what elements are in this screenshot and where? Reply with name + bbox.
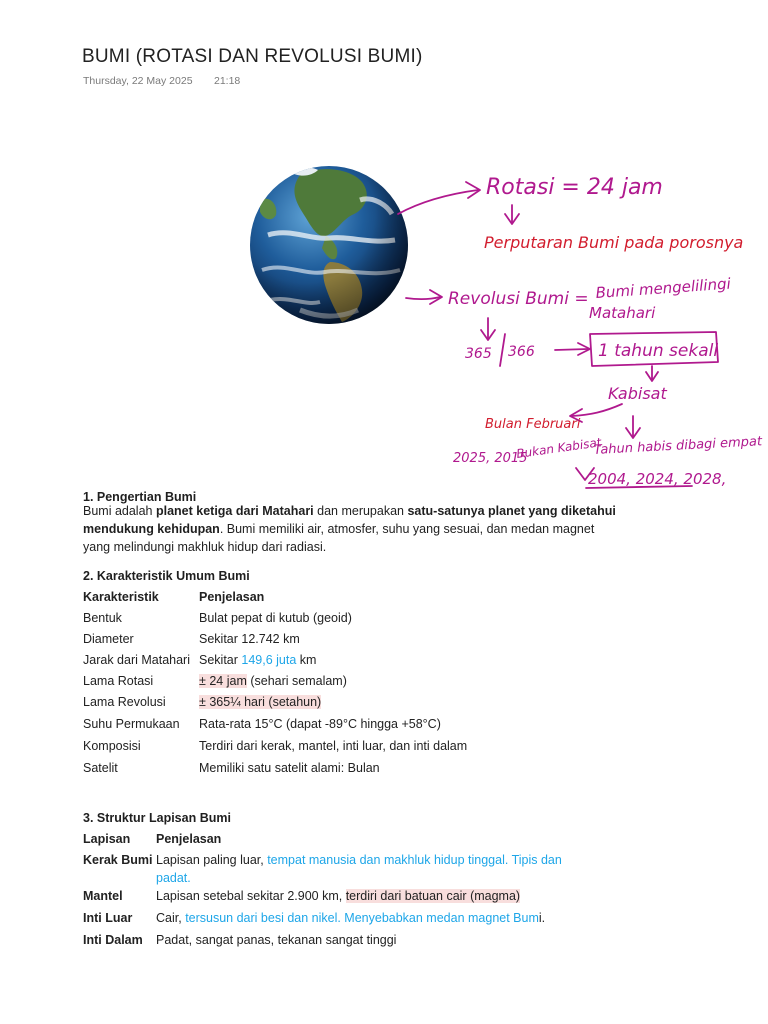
hw-per-year: 1 tahun sekali xyxy=(598,341,719,361)
hw-revolusi: Revolusi Bumi = xyxy=(448,289,589,309)
hw-rotasi-def: Perputaran Bumi pada porosnya xyxy=(484,233,744,252)
page-time: 21:18 xyxy=(214,75,241,87)
section2-heading: 2. Karakteristik Umum Bumi xyxy=(83,569,250,583)
earth-globe-icon xyxy=(250,166,408,324)
hw-revolusi-def-2: Matahari xyxy=(589,304,656,322)
hw-tahun-habis: Tahun habis dibagi empat xyxy=(593,434,763,458)
hw-days-b: 366 xyxy=(508,344,535,360)
page-title: BUMI (ROTASI DAN REVOLUSI BUMI) xyxy=(82,46,423,67)
hw-rotasi: Rotasi = 24 jam xyxy=(486,175,663,200)
revolusi-arrow xyxy=(406,297,440,299)
year-arrow xyxy=(555,349,588,350)
section3-heading: 3. Struktur Lapisan Bumi xyxy=(83,811,231,825)
hw-years-not: 2025, 2015 xyxy=(453,451,528,466)
hw-years-kabisat: 2004, 2024, 2028, xyxy=(588,470,727,488)
hw-revolusi-def-1: Bumi mengelilingi xyxy=(595,274,732,302)
hw-bukan-kabisat: Bukan Kabisat xyxy=(515,435,603,461)
page-date: Thursday, 22 May 2025 xyxy=(83,75,193,87)
hw-days-a: 365 xyxy=(465,346,492,362)
section1-heading: 1. Pengertian Bumi xyxy=(83,490,197,504)
rotasi-arrow xyxy=(398,190,478,214)
section1-paragraph: Bumi adalah planet ketiga dari Matahari dan merupakan satu-satunya planet yang diketahui mendukung kehidupan. Bumi memiliki air, atmosfer, suhu yang sesuai, dan medan magnet yang melindungi makhluk hidup dari radiasi. xyxy=(83,504,616,554)
februari-arrow xyxy=(572,404,622,416)
hw-kabisat: Kabisat xyxy=(608,384,667,403)
hw-bulan-februari: Bulan Februari xyxy=(485,417,581,432)
year-box xyxy=(590,332,718,366)
